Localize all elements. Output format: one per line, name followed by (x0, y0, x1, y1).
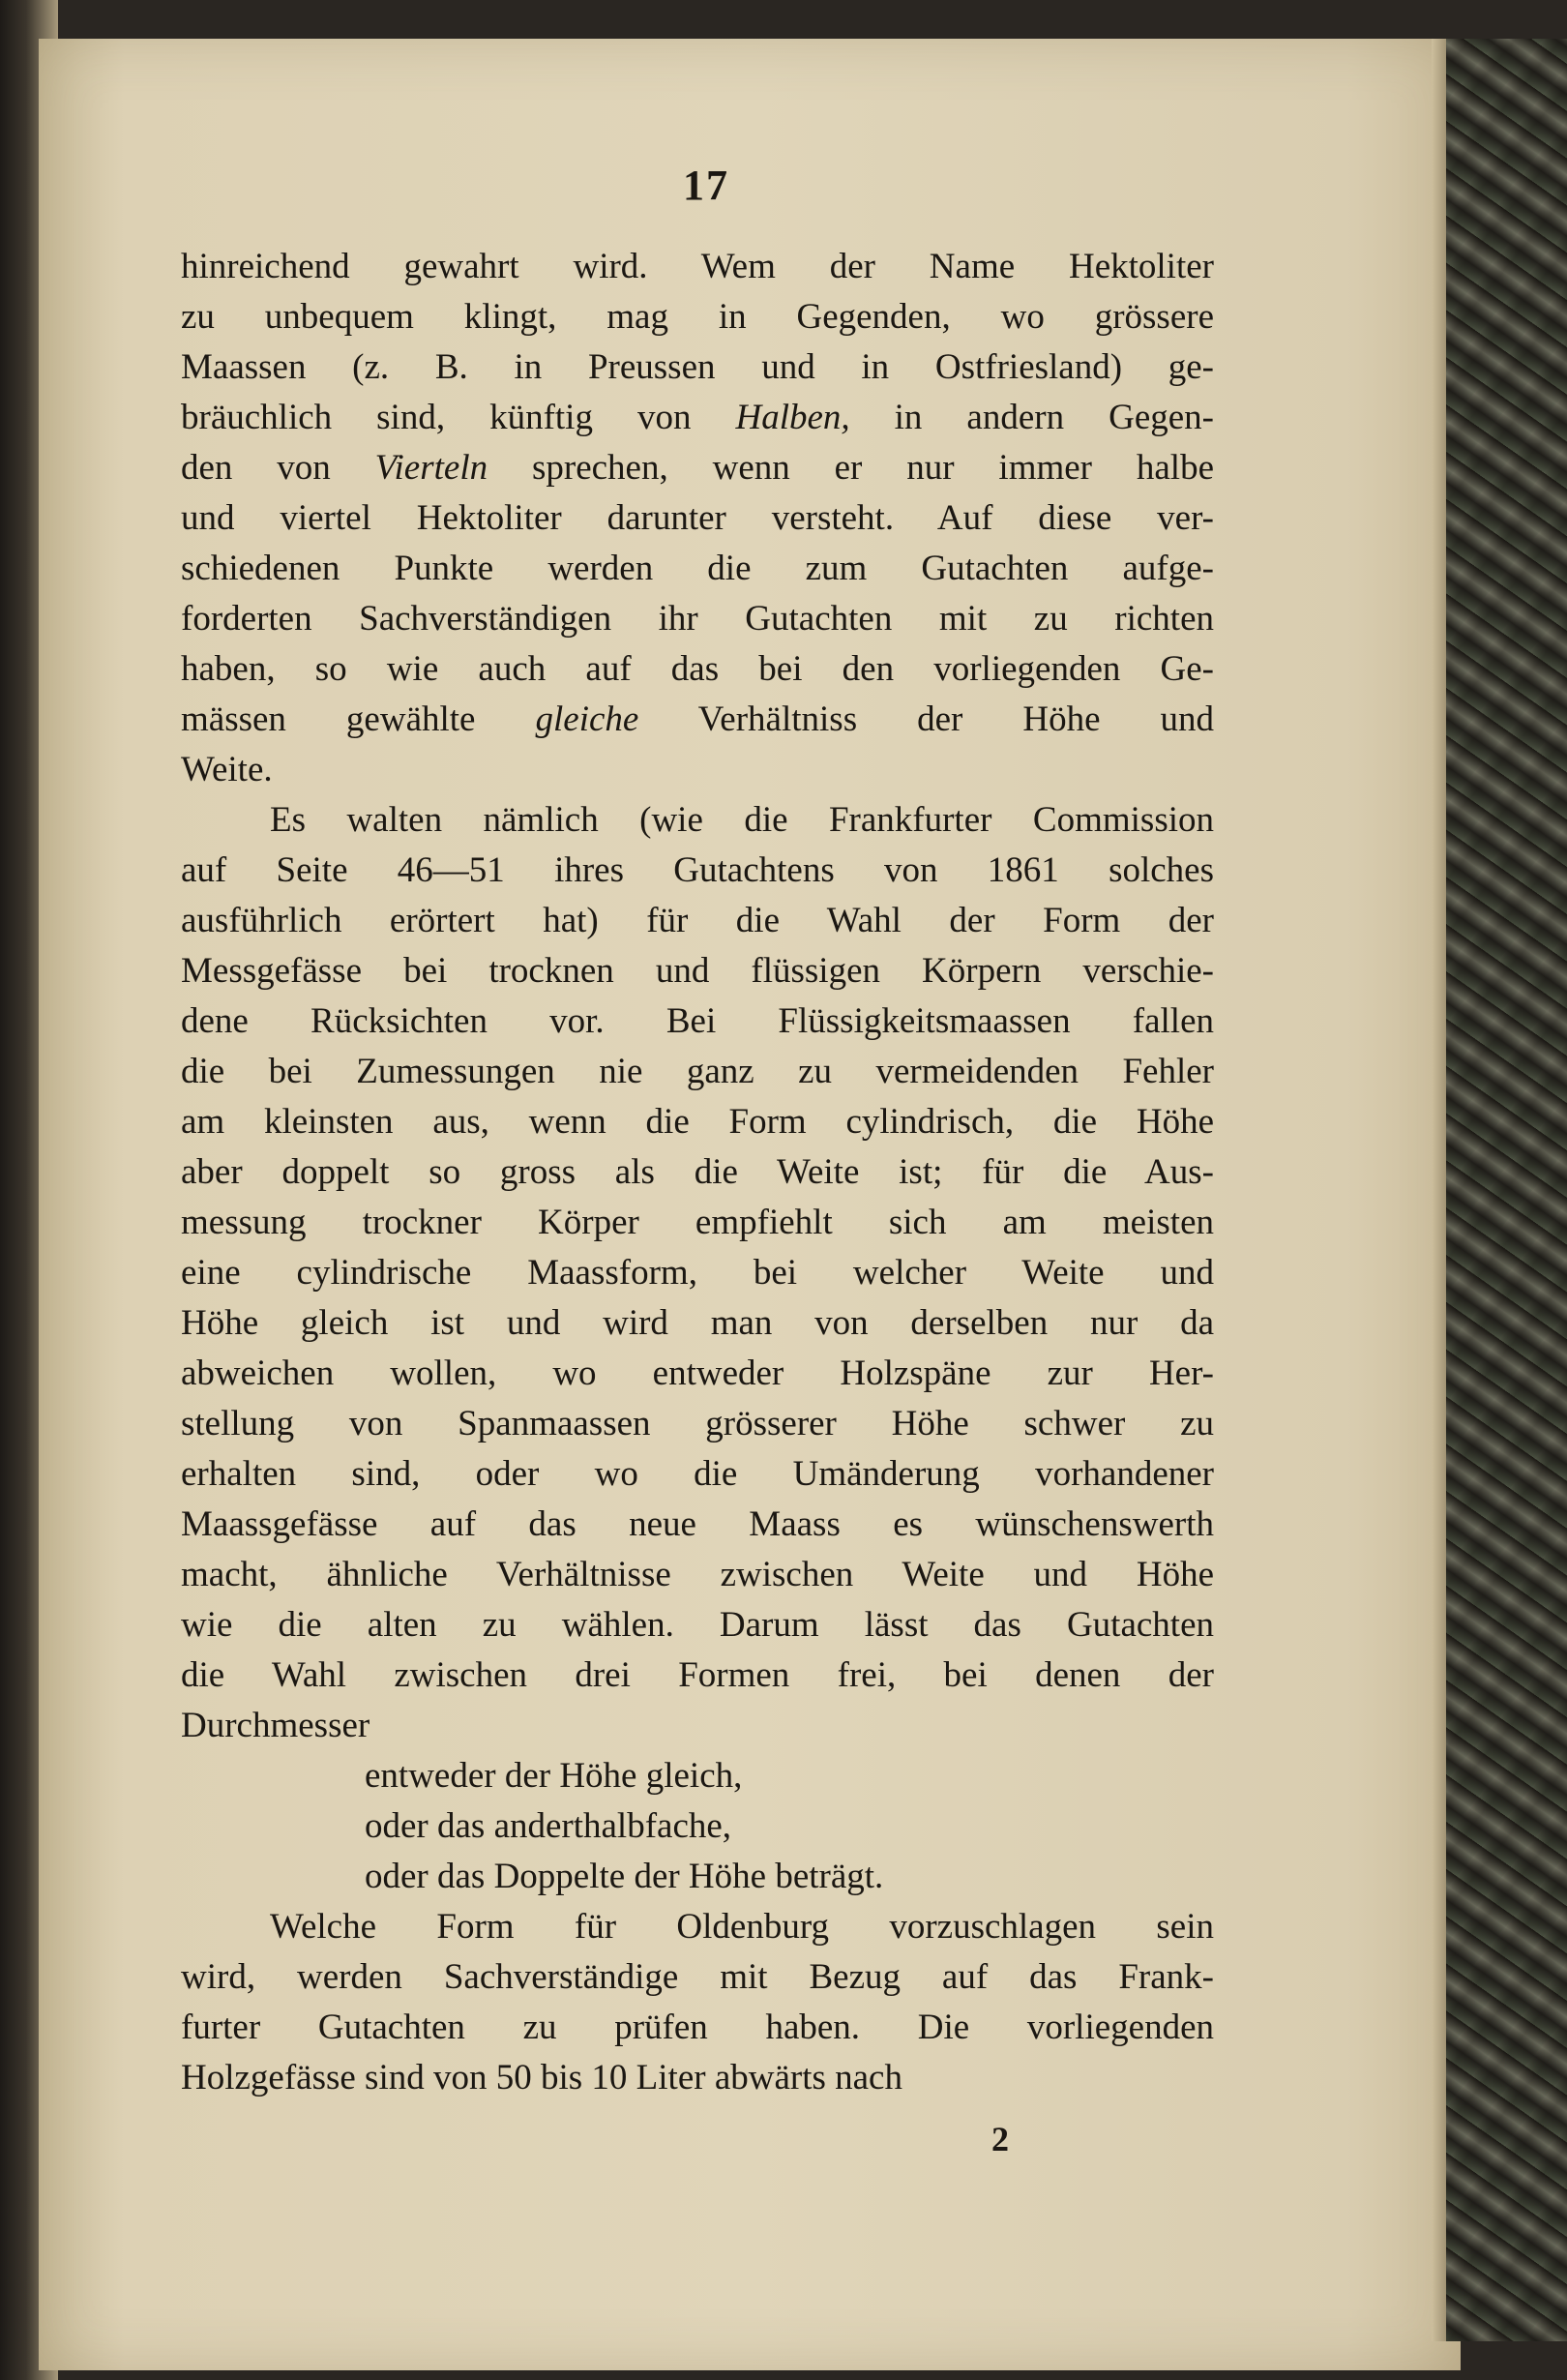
text-segment: bräuchlich sind, künftig von (181, 398, 736, 437)
text-line (181, 997, 1214, 1047)
signature-mark: 2 (991, 2120, 1009, 2158)
text-line (181, 594, 1214, 644)
text-segment: macht, ähnliche Verhältnisse zwischen Weite und Höhe (181, 1555, 1214, 1594)
text-line (181, 1449, 1214, 1500)
indented-line: oder das anderthalbfache, (365, 1806, 732, 1846)
text-segment: schiedenen Punkte werden die zum Gutachten aufge- (181, 549, 1214, 588)
text-line (181, 342, 1214, 393)
italic-word: Halben, (735, 398, 850, 437)
body-text (181, 242, 1214, 2103)
text-line (181, 1147, 1214, 1198)
text-line (181, 544, 1214, 594)
text-segment: mässen gewählte (181, 699, 536, 739)
text-line (181, 896, 1214, 946)
text-segment: aber doppelt so gross als die Weite ist; für die Aus- (181, 1152, 1214, 1192)
marbled-cover-edge (1446, 39, 1567, 2341)
text-line (181, 1248, 1214, 1298)
text-segment: haben, so wie auch auf das bei den vorliegenden Ge- (181, 649, 1214, 689)
text-segment: auf Seite 46—51 ihres Gutachtens von 1861 solches (181, 850, 1214, 890)
text-line (181, 1047, 1214, 1097)
text-line (181, 1952, 1214, 2003)
text-line (181, 1399, 1214, 1449)
text-line (181, 1651, 1214, 1701)
page-number: 17 (683, 162, 729, 209)
text-line (181, 946, 1214, 997)
indented-line: oder das Doppelte der Höhe beträgt. (365, 1857, 884, 1896)
text-line (181, 493, 1214, 544)
text-line (181, 795, 1214, 846)
text-line (181, 695, 1214, 745)
text-segment: dene Rücksichten vor. Bei Flüssigkeitsmaassen fallen (181, 1001, 1214, 1041)
text-segment: erhalten sind, oder wo die Umänderung vorhandener (181, 1454, 1214, 1494)
text-segment: Maassen (z. B. in Preussen und in Ostfriesland) ge- (181, 347, 1214, 387)
text-segment: in andern Gegen- (849, 398, 1214, 437)
text-segment: wird, werden Sachverständige mit Bezug auf das Frank- (181, 1957, 1214, 1997)
text-segment: wie die alten zu wählen. Darum lässt das Gutachten (181, 1605, 1214, 1645)
text-segment: Es walten nämlich (wie die Frankfurter Commission (270, 800, 1214, 840)
text-segment: forderten Sachverständigen ihr Gutachten mit zu richten (181, 599, 1214, 639)
text-line (181, 1097, 1214, 1147)
text-segment: messung trockner Körper empfiehlt sich am meisten (181, 1203, 1214, 1242)
text-segment: eine cylindrische Maassform, bei welcher Weite und (181, 1253, 1214, 1293)
text-line (181, 443, 1214, 493)
text-segment: Durchmesser (181, 1706, 370, 1745)
text-segment: Verhältniss der Höhe und (638, 699, 1214, 739)
text-segment: die bei Zumessungen nie ganz zu vermeidenden Fehler (181, 1052, 1214, 1091)
text-segment: Welche Form für Oldenburg vorzuschlagen sein (270, 1907, 1214, 1947)
text-line (181, 1500, 1214, 1550)
text-segment: zu unbequem klingt, mag in Gegenden, wo grössere (181, 297, 1214, 337)
text-segment: Weite. (181, 750, 273, 789)
text-segment: Messgefässe bei trocknen und flüssigen Körpern verschie- (181, 951, 1214, 991)
text-segment: ausführlich erörtert hat) für die Wahl der Form der (181, 901, 1214, 940)
text-line (181, 1550, 1214, 1600)
text-line (181, 2053, 1214, 2103)
italic-word: gleiche (535, 699, 639, 739)
text-line (181, 745, 1214, 795)
text-segment: stellung von Spanmaassen grösserer Höhe schwer zu (181, 1404, 1214, 1443)
text-segment: furter Gutachten zu prüfen haben. Die vorliegenden (181, 2008, 1214, 2047)
text-segment: hinreichend gewahrt wird. Wem der Name Hektoliter (181, 247, 1214, 286)
text-segment: und viertel Hektoliter darunter versteht. Auf diese ver- (181, 498, 1214, 538)
text-segment: abweichen wollen, wo entweder Holzspäne zur Her- (181, 1354, 1214, 1393)
text-segment: Höhe gleich ist und wird man von derselben nur da (181, 1303, 1214, 1343)
text-segment: den von (181, 448, 375, 488)
text-line (181, 292, 1214, 342)
text-line (181, 1600, 1214, 1651)
text-segment: sprechen, wenn er nur immer halbe (488, 448, 1214, 488)
text-segment: Maassgefässe auf das neue Maass es wünschenswerth (181, 1504, 1214, 1544)
text-line (181, 1298, 1214, 1349)
text-line (181, 1902, 1214, 1952)
italic-word: Vierteln (374, 448, 488, 488)
indented-line: entweder der Höhe gleich, (365, 1756, 743, 1796)
text-line (181, 846, 1214, 896)
text-line (181, 644, 1214, 695)
text-line (181, 1349, 1214, 1399)
text-segment: Holzgefässe sind von 50 bis 10 Liter abwärts nach (181, 2058, 902, 2097)
text-line (181, 1198, 1214, 1248)
text-line (181, 1701, 1214, 1751)
text-line (181, 242, 1214, 292)
text-segment: die Wahl zwischen drei Formen frei, bei denen der (181, 1655, 1214, 1695)
text-segment: am kleinsten aus, wenn die Form cylindrisch, die Höhe (181, 1102, 1214, 1142)
text-line (181, 2003, 1214, 2053)
text-line (181, 393, 1214, 443)
